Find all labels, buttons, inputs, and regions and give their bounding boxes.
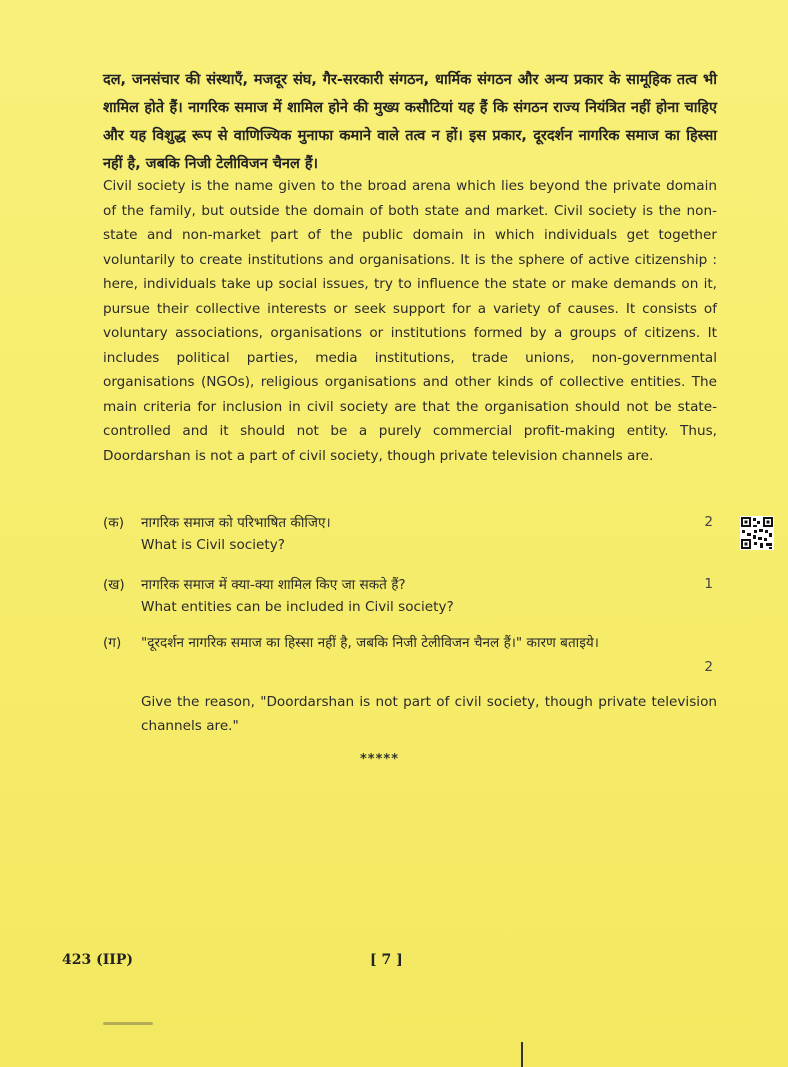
question-label: (ख) (103, 577, 125, 593)
question-marks: 2 (704, 659, 713, 675)
hindi-paragraph: दल, जनसंचार की संस्थाएँ, मजदूर संघ, गैर-सरकारी संगठन, धार्मिक संगठन और अन्य प्रकार के सामूहिक तत्व भी शामिल होते हैं। नागरिक समाज में शामिल होने की मुख्य कसौटियां यह हैं कि संगठन राज्य नियंत्रित नहीं होना चाहिए और यह विशुद्ध रूप से वाणिज्यिक मुनाफा कमाने वाले तत्व न हों। इस प्रकार, दूरदर्शन नागरिक समाज का हिस्सा नहीं है, जबकि निजी टेलीविजन चैनल हैं। (103, 72, 717, 172)
question-english: What entities can be included in Civil society? (141, 599, 454, 615)
paper-code: 423 (IIP) (62, 952, 133, 968)
question-label: (ग) (103, 635, 122, 651)
question-hindi: नागरिक समाज को परिभाषित कीजिए। (141, 515, 331, 531)
end-marker: ***** (360, 752, 399, 767)
question-hindi: नागरिक समाज में क्या-क्या शामिल किए जा सकते हैं? (141, 577, 406, 593)
question-marks: 1 (704, 576, 713, 592)
page-number: [ 7 ] (370, 952, 403, 968)
question-marks: 2 (704, 514, 713, 530)
question-hindi: "दूरदर्शन नागरिक समाज का हिस्सा नहीं है, जबकि निजी टेलीविजन चैनल हैं।" कारण बताइये। (141, 635, 599, 651)
qr-code-icon (740, 516, 774, 550)
english-paragraph: Civil society is the name given to the broad arena which lies beyond the private domain of the family, but outside the domain of both state and market. Civil society is the non-state and non-market part of the public domain in which individuals get together voluntarily to create institutions and organisations. It is the sphere of active citizenship : here, individuals take up social issues, try to influence the state or make demands on it, pursue their collective interests or seek support for a variety of causes. It consists of voluntary associations, organisations or institutions formed by a groups of citizens. It includes political parties, media institutions, trade unions, non-governmental organisations (NGOs), religious organisations and other kinds of collective entities. The main criteria for inclusion in civil society are that the organisation should not be state-controlled and it should not be a purely commercial profit-making entity. Thus, Doordarshan is not a part of civil society, though private television channels are. (103, 178, 717, 464)
question-label: (क) (103, 515, 125, 531)
question-english: Give the reason, "Doordarshan is not part of civil society, though private television channels are." (141, 694, 717, 734)
question-english: What is Civil society? (141, 537, 286, 553)
scan-mark (521, 1042, 523, 1067)
scan-smudge (103, 1022, 153, 1025)
